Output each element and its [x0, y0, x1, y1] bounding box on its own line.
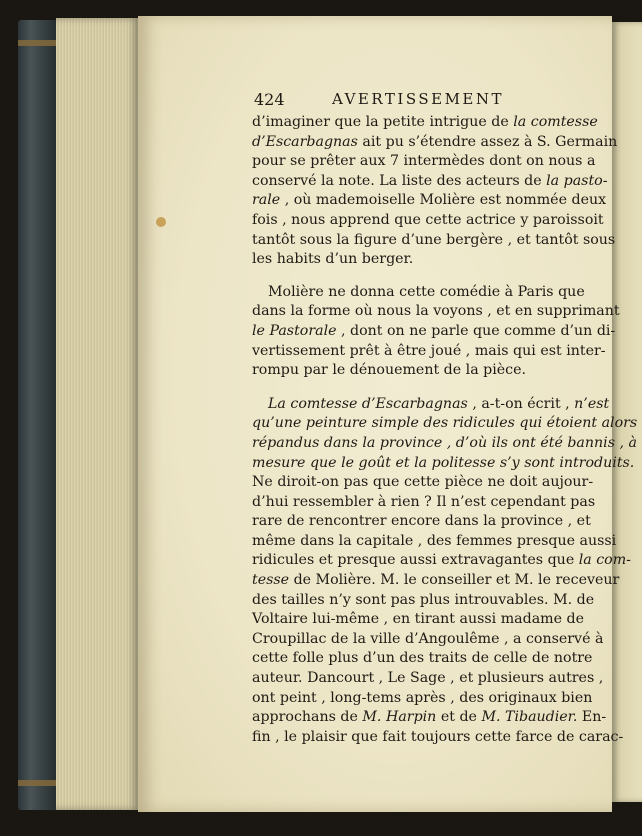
text-run: approchans de [252, 709, 363, 726]
text-line [252, 591, 595, 611]
text-line [252, 708, 607, 728]
text-line [252, 191, 607, 211]
text-line [252, 610, 585, 630]
text-run: ont peint , long-tems après , des originaux bien [252, 689, 593, 706]
text-run: rare de rencontrer encore dans la province , et [252, 513, 591, 530]
text-line [252, 493, 596, 513]
running-title: AVERTISSEMENT [332, 90, 505, 108]
text-run: d’Escarbagnas [252, 133, 358, 150]
text-run: conservé la note. La liste des acteurs de [252, 172, 547, 189]
text-line [252, 669, 604, 689]
text-line [252, 454, 635, 474]
text-run: tesse [252, 572, 290, 589]
text-line [252, 571, 620, 591]
text-line [252, 532, 617, 552]
text-line [252, 133, 618, 153]
text-run: répandus dans la province , d’où ils ont été bannis , à [252, 434, 637, 451]
text-run: auteur. Dancourt , Le Sage , et plusieurs autres , [252, 670, 604, 687]
text-run: rompu par le dénouement de la pièce. [252, 362, 527, 379]
text-line [252, 434, 637, 454]
text-run: cette folle plus d’un des traits de celle de notre [252, 650, 593, 667]
text-run: le Pastorale [252, 322, 337, 339]
text-line [252, 113, 598, 133]
text-run: Croupillac de la ville d’Angoulême , a conservé à [252, 630, 604, 647]
text-run: qu’une peinture simple des ridicules qui étoient alors [252, 415, 638, 432]
text-run: les habits d’un berger. [252, 251, 414, 268]
text-line [252, 342, 606, 362]
text-line [252, 172, 608, 192]
text-run: ait pu s’étendre assez à S. Germain [357, 133, 618, 150]
text-run: La comtesse d’Escarbagnas [268, 395, 468, 412]
text-run: , où mademoiselle Molière est nommée deux [280, 192, 607, 209]
text-run: vertissement prêt à être joué , mais qui est inter- [252, 342, 606, 359]
text-run: dans la forme où nous la voyons , et en supprimant [252, 303, 620, 320]
page-edges [56, 18, 140, 810]
text-run: la com- [578, 552, 631, 569]
text-line [252, 211, 604, 231]
text-line [252, 395, 610, 415]
text-line [252, 630, 604, 650]
text-run: même dans la capitale , des femmes presque aussi [252, 532, 617, 549]
text-run: , a-t-on écrit , [467, 395, 575, 412]
text-run: d’imaginer que la petite intrigue de [252, 114, 514, 130]
page-number: 424 [254, 90, 285, 109]
text-run: la comtesse [513, 114, 598, 130]
text-run: des tailles n’y sont pas plus introuvables. M. de [252, 591, 595, 608]
text-run: M. Harpin [362, 709, 437, 726]
paragraph [252, 283, 620, 381]
text-line [252, 512, 591, 532]
text-line [252, 414, 638, 434]
text-run: tantôt sous la figure d’une bergère , et tantôt sous [252, 231, 616, 248]
text-line [252, 689, 593, 709]
spine-band [18, 780, 60, 786]
text-line [252, 728, 624, 748]
text-line [252, 302, 620, 322]
text-run: fin , le plaisir que fait toujours cette farce de carac- [252, 728, 624, 745]
spine-band [18, 40, 60, 46]
paper-spot [156, 217, 166, 227]
text-line [252, 649, 593, 669]
text-run: d’hui ressembler à rien ? Il n’est cependant pas [252, 493, 596, 510]
text-line [252, 231, 616, 251]
text-run: Ne diroit-on pas que cette pièce ne doit aujour- [252, 474, 594, 491]
text-run: mesure que le goût et la politesse s’y sont introduits. [252, 454, 635, 471]
text-line [252, 152, 596, 172]
text-run: et de [436, 709, 482, 726]
body-text [252, 113, 638, 747]
text-run: n’est [574, 395, 610, 412]
text-run: , dont on ne parle que comme d’un di- [336, 322, 616, 339]
text-run: pour se prêter aux 7 intermèdes dont on nous a [252, 153, 596, 170]
text-line [252, 322, 616, 342]
page-header [254, 90, 574, 112]
text-run: M. Tibaudier. [481, 709, 578, 726]
text-line [252, 551, 631, 571]
text-run: la pasto- [546, 172, 608, 189]
text-run: En- [577, 709, 607, 726]
text-run: de Molière. M. le conseiller et M. le receveur [289, 572, 620, 589]
text-run: fois , nous apprend que cette actrice y paroissoit [252, 211, 604, 228]
text-line [252, 361, 574, 381]
text-line [252, 473, 594, 493]
text-run: rale [252, 192, 281, 209]
paragraph [252, 395, 638, 748]
text-run: Molière ne donna cette comédie à Paris que [268, 283, 585, 300]
text-line [252, 250, 574, 270]
text-run: ridicules et presque aussi extravagantes que [252, 552, 579, 569]
book-spine [18, 20, 60, 810]
paragraph [252, 113, 618, 270]
text-line [252, 283, 585, 303]
text-run: Voltaire lui-même , en tirant aussi madame de [252, 611, 585, 628]
